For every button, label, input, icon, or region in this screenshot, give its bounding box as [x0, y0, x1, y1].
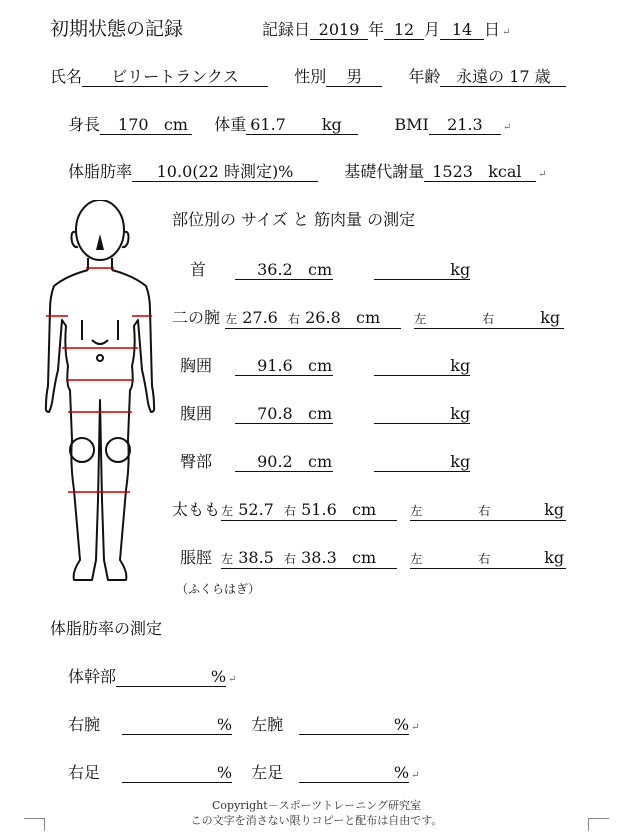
- name-label: 氏名: [50, 67, 83, 86]
- thigh-left-value: 52.7: [238, 500, 274, 519]
- return-mark: ↵: [411, 722, 420, 733]
- calf-right-mark: 右: [284, 552, 297, 566]
- hip-value: 90.2: [257, 452, 293, 471]
- return-mark: ↵: [502, 122, 512, 133]
- left-leg-percent: %: [299, 764, 409, 783]
- waist-value: 70.8: [257, 404, 293, 423]
- calf-cm: cm: [352, 548, 377, 567]
- height-value: 170: [118, 115, 149, 134]
- nose-mark: [96, 234, 104, 250]
- hip-label: 臀部: [180, 452, 213, 471]
- year-unit: 年: [368, 20, 385, 39]
- neck-cm: cm: [308, 260, 333, 279]
- upper-arm-label: 二の腕: [172, 308, 221, 327]
- calf-left-value: 38.5: [238, 548, 274, 567]
- hip-kg: kg: [374, 453, 470, 472]
- name-value: ビリートランクス: [82, 68, 268, 87]
- neck-kg: kg: [374, 261, 470, 280]
- return-mark: ↵: [411, 770, 420, 781]
- return-mark: ↵: [228, 674, 237, 685]
- upper-arm-right-value: 26.8: [305, 308, 341, 327]
- weight-value: 61.7: [250, 115, 286, 134]
- waist-kg: kg: [374, 405, 470, 424]
- body-fat-heading: 体脂肪率の測定: [50, 619, 163, 638]
- waist-row: [180, 401, 470, 424]
- upper-arm-cm: cm: [356, 308, 381, 327]
- thigh-row: [172, 497, 566, 521]
- upper-arm-kg: kg: [540, 308, 561, 327]
- fat-label: 体脂肪率: [68, 162, 133, 181]
- upper-arm-kg-left: 左: [414, 312, 427, 326]
- calf-right-value: 38.3: [301, 548, 337, 567]
- waist-label: 腹囲: [180, 404, 213, 423]
- body-figure-illustration: [40, 200, 160, 592]
- calf-left-mark: 左: [221, 552, 234, 566]
- weight-label: 体重: [214, 115, 247, 134]
- right-knee: [106, 438, 130, 462]
- neck-row: [190, 257, 470, 280]
- thigh-kg-right: 右: [478, 504, 491, 518]
- month-unit: 月: [424, 20, 441, 39]
- thigh-cm: cm: [352, 500, 377, 519]
- trunk-label: 体幹部: [68, 667, 117, 686]
- torso-lines: [82, 320, 118, 344]
- left-arm-label: 左腕: [251, 715, 284, 734]
- hip-cm: cm: [308, 452, 333, 471]
- page-title: 初期状態の記録: [50, 18, 184, 40]
- calf-label: 脹脛: [180, 548, 213, 567]
- calf-note: （ふくらはぎ）: [176, 582, 261, 596]
- hip-row: [180, 449, 470, 472]
- profile-row: [50, 64, 566, 87]
- bmr-unit: kcal: [488, 162, 522, 181]
- trunk-percent: %: [116, 668, 226, 687]
- chest-value: 91.6: [257, 356, 293, 375]
- fat-row: [68, 159, 547, 182]
- trunk-row: [68, 664, 236, 687]
- height-label: 身長: [68, 115, 101, 134]
- head-outline: [76, 200, 124, 260]
- fat-value: 10.0(22 時測定)%: [132, 163, 318, 182]
- right-arm-label: 右腕: [68, 715, 101, 734]
- calf-row: [180, 545, 566, 569]
- weight-unit: kg: [321, 115, 342, 134]
- chest-row: [180, 353, 470, 376]
- date-day: 14: [440, 21, 484, 40]
- sex-label: 性別: [294, 67, 327, 86]
- date-label: 記録日: [262, 20, 311, 39]
- date-row: [262, 17, 510, 40]
- right-arm-percent: %: [122, 716, 232, 735]
- bmr-value: 1523: [432, 162, 473, 181]
- age-label: 年齢: [408, 67, 441, 86]
- left-leg-label: 左足: [251, 763, 284, 782]
- right-leg-percent: %: [122, 764, 232, 783]
- waist-cm: cm: [308, 404, 333, 423]
- upper-arm-row: [172, 305, 564, 329]
- upper-arm-left-mark: 左: [225, 312, 238, 326]
- height-unit: cm: [163, 115, 188, 134]
- calf-kg-left: 左: [410, 552, 423, 566]
- upper-arm-kg-right: 右: [482, 312, 495, 326]
- bmi-value: 21.3: [429, 116, 501, 135]
- upper-arm-right-mark: 右: [288, 312, 301, 326]
- date-month: 12: [384, 21, 424, 40]
- left-arm-percent: %: [299, 716, 409, 735]
- calf-kg-right: 右: [478, 552, 491, 566]
- right-leg-label: 右足: [68, 763, 101, 782]
- chest-kg: kg: [374, 357, 470, 376]
- left-knee: [70, 438, 94, 462]
- return-mark: ↵: [502, 27, 511, 38]
- page-corner-right: [588, 818, 609, 831]
- chest-cm: cm: [308, 356, 333, 375]
- bmi-label: BMI: [394, 115, 429, 134]
- thigh-right-mark: 右: [284, 504, 297, 518]
- license-line: この文字を消さない限りコピーと配布は自由です。: [190, 814, 443, 827]
- thigh-left-mark: 左: [221, 504, 234, 518]
- age-value: 永遠の 17 歳: [440, 68, 566, 87]
- date-year: 2019: [310, 21, 368, 40]
- thigh-kg-left: 左: [410, 504, 423, 518]
- measure-heading: 部位別の サイズ と 筋肉量 の測定: [172, 210, 416, 229]
- thigh-right-value: 51.6: [301, 500, 337, 519]
- chest-label: 胸囲: [180, 356, 213, 375]
- body-row: [68, 112, 511, 135]
- thigh-label: 太もも: [172, 500, 221, 519]
- day-unit: 日: [484, 20, 501, 39]
- neck-label: 首: [190, 260, 207, 279]
- copyright-line: Copyright－スポーツトレーニング研究室: [212, 799, 421, 812]
- return-mark: ↵: [538, 169, 547, 180]
- thigh-kg: kg: [544, 500, 565, 519]
- page-corner-left: [24, 818, 45, 831]
- arm-fat-row: [68, 712, 420, 735]
- sex-value: 男: [326, 68, 382, 87]
- navel: [97, 355, 103, 361]
- upper-arm-left-value: 27.6: [242, 308, 278, 327]
- leg-fat-row: [68, 760, 420, 783]
- neck-value: 36.2: [257, 260, 293, 279]
- calf-kg: kg: [544, 548, 565, 567]
- bmr-label: 基礎代謝量: [344, 162, 425, 181]
